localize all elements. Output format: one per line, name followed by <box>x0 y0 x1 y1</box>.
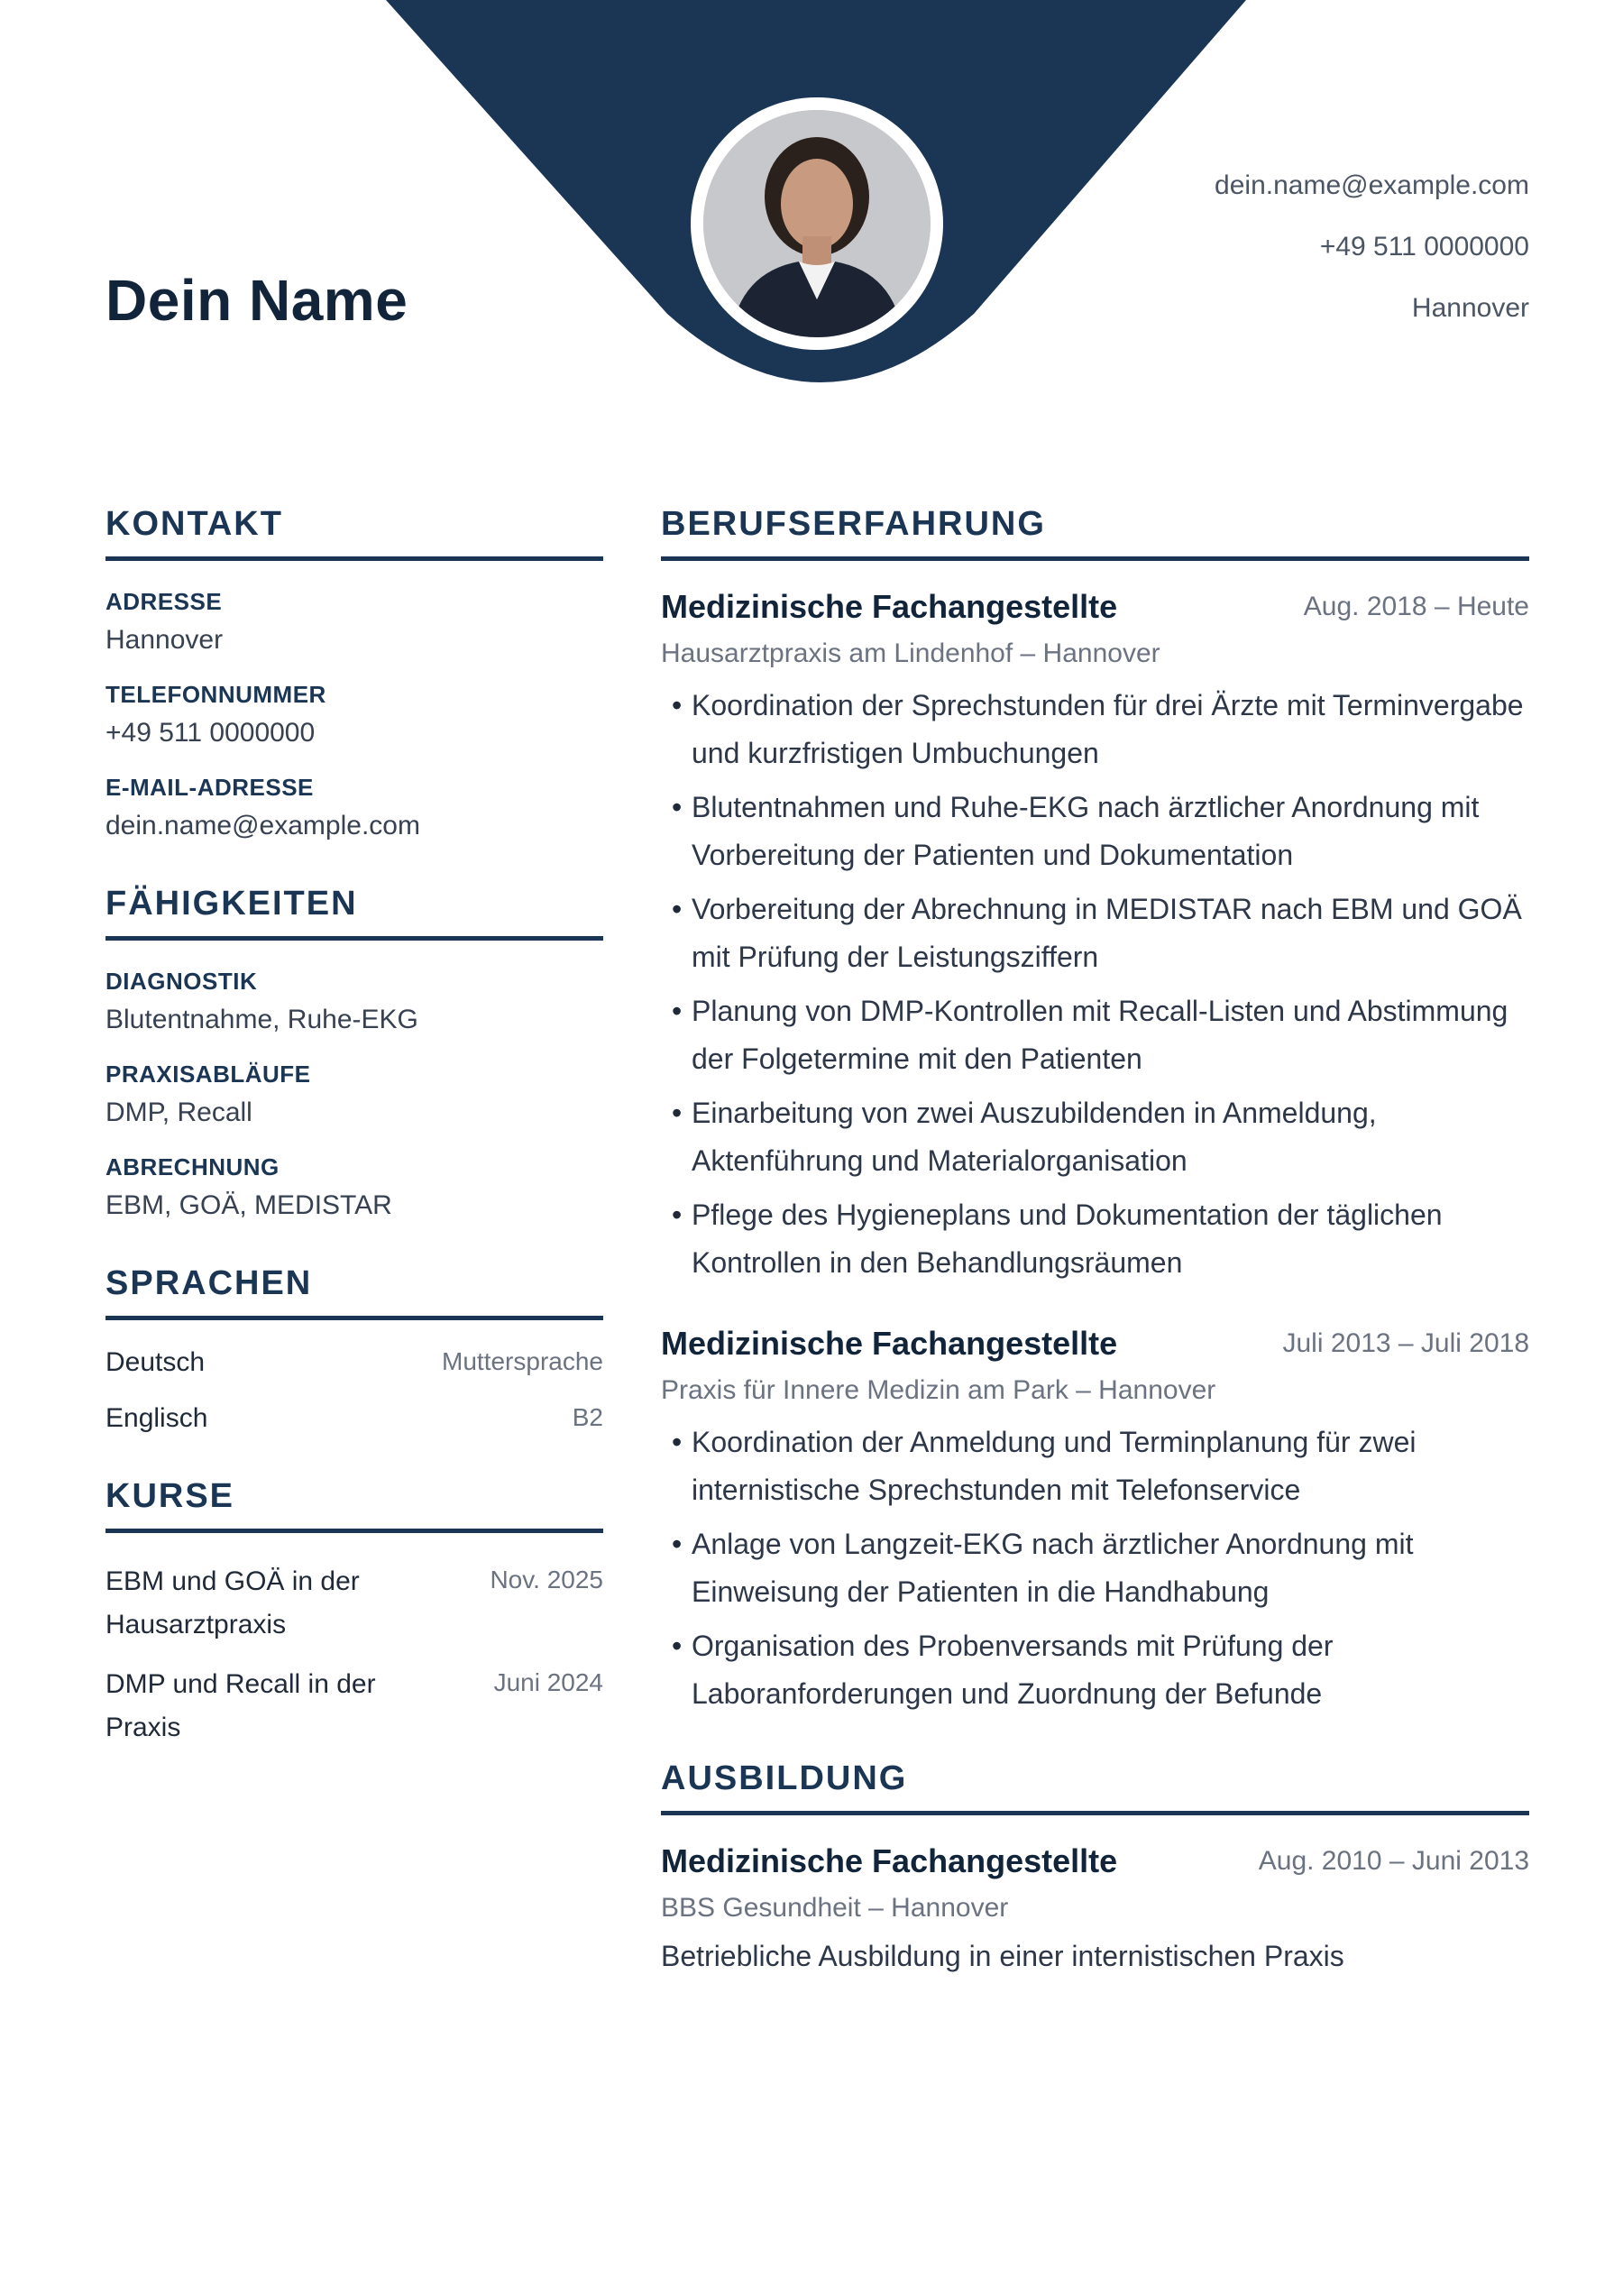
language-name: Deutsch <box>105 1347 206 1377</box>
course-date: Juni 2024 <box>493 1668 603 1696</box>
ausbildung-section <box>661 1759 1529 1973</box>
language-level: B2 <box>572 1403 603 1431</box>
education-title: Medizinische Fachangestellte <box>661 1842 1118 1879</box>
job-bullet: • Einarbeitung von zwei Auszubildenden in Anmeldung, Aktenführung und Materialorganisation <box>661 1089 1529 1185</box>
kontakt-section <box>105 505 603 841</box>
job-bullet: • Koordination der Anmeldung und Terminplanung für zwei internistische Sprechstunden mit Telefonservice <box>661 1419 1529 1514</box>
job-bullet: • Anlage von Langzeit-EKG nach ärztlicher Anordnung mit Einweisung der Patienten in die Handhabung <box>661 1520 1529 1616</box>
section-title-faehigkeiten: FÄHIGKEITEN <box>105 885 603 941</box>
header-phone[interactable]: +49 511 0000000 <box>1319 232 1529 262</box>
kontakt-label: E-MAIL-ADRESSE <box>105 774 314 801</box>
job-bullet: • Organisation des Probenversands mit Prüfung der Laboranforderungen und Zuordnung der Befunde <box>661 1622 1529 1718</box>
section-title-kurse: KURSE <box>105 1477 603 1533</box>
job-title: Medizinische Fachangestellte <box>661 588 1118 625</box>
skill-label: PRAXISABLÄUFE <box>105 1061 311 1088</box>
kontakt-value[interactable]: dein.name@example.com <box>105 811 420 840</box>
skill-value: DMP, Recall <box>105 1097 252 1127</box>
skill-item <box>105 1061 603 1128</box>
course-title: EBM und GOÄ in der Hausarztpraxis <box>105 1566 360 1639</box>
skill-item <box>105 1153 603 1221</box>
education-header <box>661 1842 1529 1880</box>
header-contact <box>1215 170 1529 354</box>
language-name: Englisch <box>105 1403 208 1433</box>
kurse-section <box>105 1477 603 1750</box>
education-entry <box>661 1842 1529 1973</box>
section-title-kontakt: KONTAKT <box>105 505 603 561</box>
job-header <box>661 1325 1529 1363</box>
course-date: Nov. 2025 <box>490 1566 603 1593</box>
job-bullets <box>661 1419 1529 1718</box>
section-title-sprachen: SPRACHEN <box>105 1264 603 1320</box>
job-bullet: • Blutentnahmen und Ruhe-EKG nach ärztlicher Anordnung mit Vorbereitung der Patienten und Dokumentation <box>661 784 1529 879</box>
faehigkeiten-section <box>105 885 603 1221</box>
kontakt-value: Hannover <box>105 625 224 655</box>
job-entry <box>661 1325 1529 1718</box>
job-entry <box>661 588 1529 1287</box>
kontakt-item <box>105 588 603 656</box>
sprachen-section <box>105 1264 603 1434</box>
profile-photo-frame <box>691 97 943 350</box>
kontakt-label: ADRESSE <box>105 588 223 615</box>
berufserfahrung-section <box>661 505 1529 1718</box>
section-title-berufserfahrung: BERUFSERFAHRUNG <box>661 505 1529 561</box>
job-bullet: • Vorbereitung der Abrechnung in MEDISTAR nach EBM und GOÄ mit Prüfung der Leistungsziffern <box>661 886 1529 981</box>
kontakt-item <box>105 681 603 748</box>
job-bullets <box>661 682 1529 1287</box>
kontakt-item <box>105 774 603 841</box>
education-school: BBS Gesundheit – Hannover <box>661 1893 1009 1923</box>
left-column <box>105 505 603 1750</box>
right-column <box>661 505 1529 1973</box>
course-row <box>105 1663 603 1750</box>
job-bullet: • Planung von DMP-Kontrollen mit Recall-Listen und Abstimmung der Folgetermine mit den Patienten <box>661 987 1529 1083</box>
job-company: Hausarztpraxis am Lindenhof – Hannover <box>661 638 1160 668</box>
header-city: Hannover <box>1411 293 1529 323</box>
profile-photo <box>703 110 931 337</box>
education-description: Betriebliche Ausbildung in einer internistischen Praxis <box>661 1940 1344 1972</box>
language-row <box>105 1403 603 1434</box>
kontakt-label: TELEFONNUMMER <box>105 681 326 708</box>
section-title-ausbildung: AUSBILDUNG <box>661 1759 1529 1815</box>
language-row <box>105 1347 603 1378</box>
job-bullet: • Koordination der Sprechstunden für drei Ärzte mit Terminvergabe und kurzfristigen Umbuchungen <box>661 682 1529 777</box>
job-bullet: • Pflege des Hygieneplans und Dokumentation der täglichen Kontrollen in den Behandlungsräumen <box>661 1191 1529 1287</box>
skill-value: EBM, GOÄ, MEDISTAR <box>105 1190 392 1220</box>
skill-label: ABRECHNUNG <box>105 1153 280 1180</box>
candidate-name: Dein Name <box>105 268 408 333</box>
course-title: DMP und Recall in der Praxis <box>105 1669 376 1742</box>
language-level: Muttersprache <box>442 1347 603 1375</box>
skill-item <box>105 968 603 1035</box>
kontakt-value[interactable]: +49 511 0000000 <box>105 718 316 748</box>
person-portrait-icon <box>703 110 931 337</box>
course-row <box>105 1560 603 1647</box>
education-date: Aug. 2010 – Juni 2013 <box>1258 1846 1529 1876</box>
skill-label: DIAGNOSTIK <box>105 968 258 995</box>
job-date: Aug. 2018 – Heute <box>1303 592 1529 621</box>
job-date: Juli 2013 – Juli 2018 <box>1282 1328 1529 1358</box>
header-email[interactable]: dein.name@example.com <box>1215 170 1529 200</box>
job-title: Medizinische Fachangestellte <box>661 1325 1118 1362</box>
job-company: Praxis für Innere Medizin am Park – Hannover <box>661 1375 1216 1405</box>
job-header <box>661 588 1529 626</box>
skill-value: Blutentnahme, Ruhe-EKG <box>105 1005 418 1034</box>
